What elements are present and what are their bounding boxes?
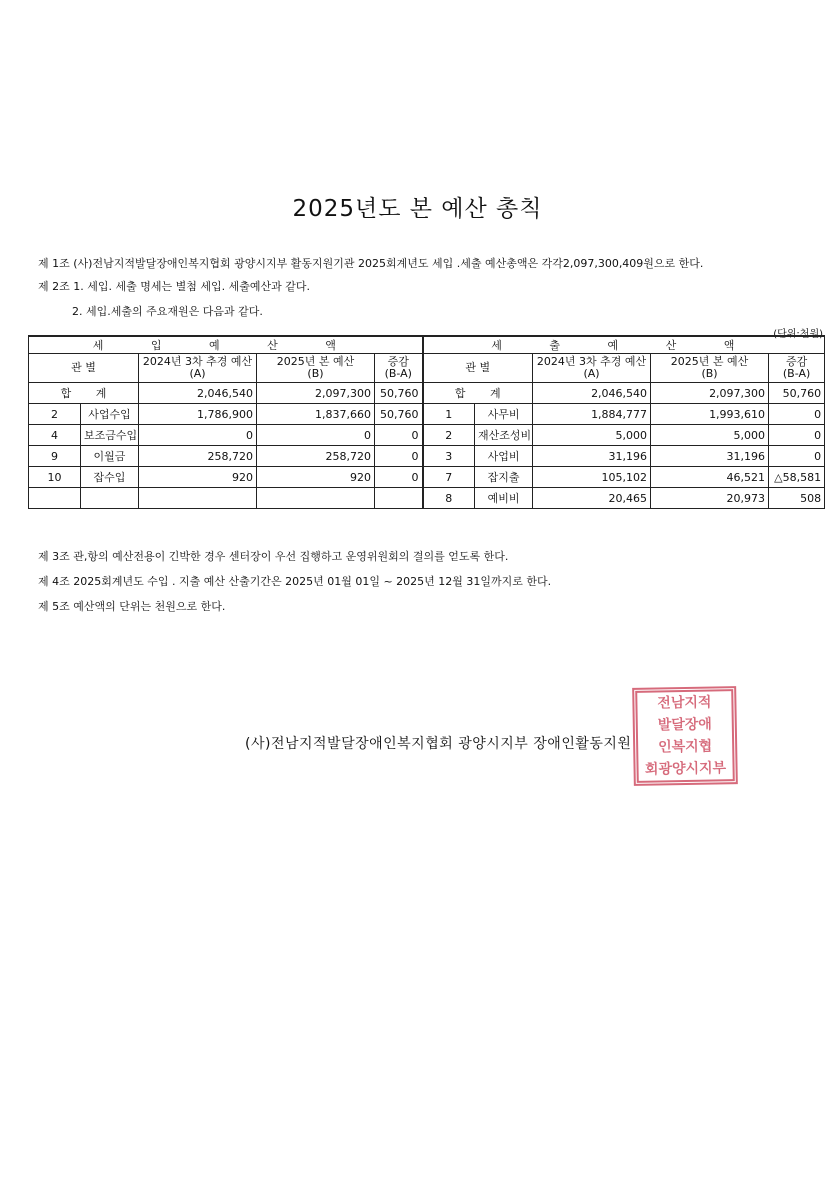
income-code: 9 [29,446,81,467]
income-curr: 1,837,660 [257,404,375,425]
empty-cell [257,488,375,509]
empty-cell [139,488,257,509]
article-2-item-2: 2. 세입.세출의 주요재원은 다음과 같다. [72,305,263,318]
expense-diff: 0 [769,425,825,446]
expense-curr: 1,993,610 [651,404,769,425]
income-code: 10 [29,467,81,488]
expense-diff: △58,581 [769,467,825,488]
expense-curr: 20,973 [651,488,769,509]
income-name: 보조금수입 [81,425,139,446]
expense-code: 8 [423,488,475,509]
expense-prev: 31,196 [533,446,651,467]
expense-diff: 508 [769,488,825,509]
page-title: 2025년도 본 예산 총칙 [292,196,543,222]
table-row [29,488,825,509]
expense-curr-header: 2025년 본 예산 (B) [651,354,769,383]
income-name: 잡수입 [81,467,139,488]
expense-total-diff: 50,760 [769,383,825,404]
income-total-prev: 2,046,540 [139,383,257,404]
income-total-curr: 2,097,300 [257,383,375,404]
income-diff: 0 [375,425,423,446]
income-code: 4 [29,425,81,446]
income-prev-header: 2024년 3차 추경 예산 (A) [139,354,257,383]
expense-total-prev: 2,046,540 [533,383,651,404]
expense-prev: 105,102 [533,467,651,488]
income-prev: 920 [139,467,257,488]
table-row [29,404,825,425]
article-2-item-1: 제 2조 1. 세입. 세출 명세는 별첨 세입. 세출예산과 같다. [38,280,310,293]
income-total-diff: 50,760 [375,383,423,404]
expense-name: 사업비 [475,446,533,467]
expense-prev: 5,000 [533,425,651,446]
expense-code: 1 [423,404,475,425]
income-prev: 1,786,900 [139,404,257,425]
expense-prev: 1,884,777 [533,404,651,425]
article-1: 제 1조 (사)전남지적발달장애인복지협회 광양시지부 활동지원기관 2025회계년도 세입 .세출 예산총액은 각각2,097,300,409원으로 한다. [38,257,704,270]
income-name: 이월금 [81,446,139,467]
income-code: 2 [29,404,81,425]
expense-diff: 0 [769,446,825,467]
total-row [29,383,825,404]
empty-cell [375,488,423,509]
expense-total-label: 합 계 [423,383,533,404]
income-diff: 0 [375,446,423,467]
income-curr-header: 2025년 본 예산 (B) [257,354,375,383]
income-curr: 0 [257,425,375,446]
income-diff: 0 [375,467,423,488]
income-diff: 50,760 [375,404,423,425]
expense-section-title: 세 출 예 산 액 [423,336,825,354]
article-3: 제 3조 관,항의 예산전용이 긴박한 경우 센터장이 우선 집행하고 운영위원회의 결의를 얻도록 한다. [38,550,509,563]
income-prev: 258,720 [139,446,257,467]
official-seal: 전남지적 발달장애 인복지협 회광양시 지부 [632,686,738,786]
expense-name: 재산조성비 [475,425,533,446]
expense-diff: 0 [769,404,825,425]
income-section-title: 세 입 예 산 액 [29,336,423,354]
expense-total-curr: 2,097,300 [651,383,769,404]
expense-name: 사무비 [475,404,533,425]
expense-name: 예비비 [475,488,533,509]
income-curr: 920 [257,467,375,488]
empty-cell [29,488,81,509]
expense-prev: 20,465 [533,488,651,509]
table-row [29,446,825,467]
expense-curr: 5,000 [651,425,769,446]
expense-code: 7 [423,467,475,488]
empty-cell [81,488,139,509]
expense-code: 3 [423,446,475,467]
unit-label: (단위:천원) [773,329,823,340]
income-category-header: 관 별 [29,354,139,383]
expense-category-header: 관 별 [423,354,533,383]
expense-code: 2 [423,425,475,446]
expense-prev-header: 2024년 3차 추경 예산 (A) [533,354,651,383]
expense-name: 잡지출 [475,467,533,488]
income-name: 사업수입 [81,404,139,425]
article-5: 제 5조 예산액의 단위는 천원으로 한다. [38,600,226,613]
expense-curr: 46,521 [651,467,769,488]
income-diff-header: 증감 (B-A) [375,354,423,383]
table-row [29,467,825,488]
income-curr: 258,720 [257,446,375,467]
expense-curr: 31,196 [651,446,769,467]
income-total-label: 합 계 [29,383,139,404]
expense-diff-header: 증감 (B-A) [769,354,825,383]
article-4: 제 4조 2025회계년도 수입 . 지출 예산 산출기간은 2025년 01월 01일 ~ 2025년 12월 31일까지로 한다. [38,575,552,588]
organization-signature: (사)전남지적발달장애인복지협회 광양시지부 장애인활동지원 [245,736,632,752]
table-row [29,425,825,446]
budget-table [28,335,825,509]
income-prev: 0 [139,425,257,446]
